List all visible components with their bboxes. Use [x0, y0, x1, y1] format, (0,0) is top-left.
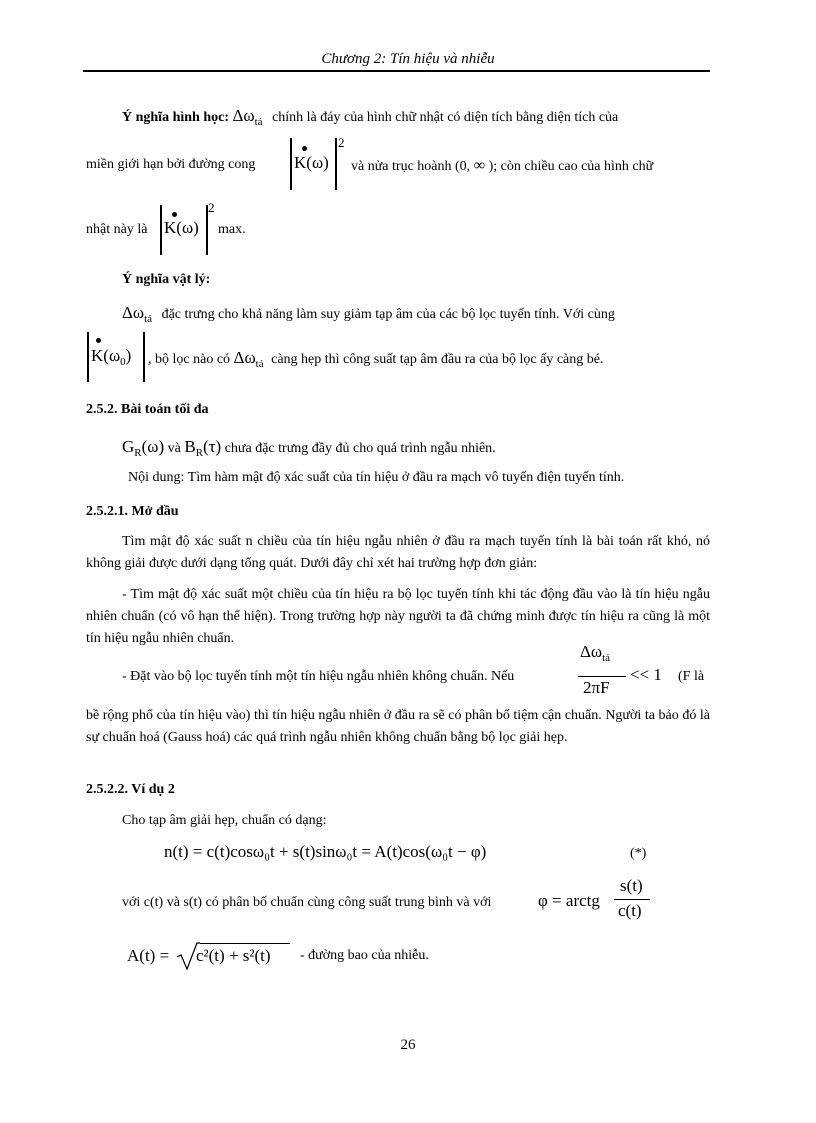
frac-denominator: 2πF — [583, 678, 610, 697]
B-R-tau: $B_R(\tau)$ — [184, 437, 222, 459]
phi-frac-line — [614, 899, 650, 900]
abs-bar-left-3 — [87, 332, 89, 382]
phi-equals-arctg: φ = arctg — [538, 891, 600, 910]
dot-accent-3 — [96, 338, 101, 343]
radical-overline — [200, 943, 290, 944]
A-t-description: - đường bao của nhiễu. — [300, 948, 429, 963]
frac-numerator: $\Delta\omega_{tả}$ — [580, 642, 611, 664]
section-252-line1: $G_R(\omega)$ và $B_R(\tau)$ chưa đặc trưng đầy đủ cho quá trình ngẫu nhiên. — [122, 437, 496, 459]
section-2521-p1: Tìm mật độ xác suất n chiều của tín hiệu ngẫu nhiên ở đầu ra mạch tuyến tính là bài toán rất khó, nó không giải được dưới dạng tổng quát. Dưới đây chỉ xét hai trường hợp đơn giản: — [86, 534, 710, 571]
A-t-radicand: c²(t) + s²(t) — [196, 946, 271, 965]
section-2521-p3-b: (F là — [678, 669, 705, 684]
page-number: 26 — [400, 1037, 416, 1053]
infinity-symbol: ∞ — [473, 157, 486, 174]
phys-meaning-label: Ý nghĩa vật lý: — [122, 272, 211, 287]
K-omega: K(ω) — [294, 153, 329, 172]
phys-line2: , bộ lọc nào có $\Delta\omega_{tả}$ càng hẹp thì công suất tạp âm đầu ra của bộ lọc ấy càng bé. — [148, 348, 604, 370]
equation-n-t: n(t) = c(t)cosω₀t + s(t)sinω₀t = A(t)cos(ω₀t − φ) — [164, 842, 487, 861]
frac-line — [578, 676, 626, 677]
section-2521-p3-a: - Đặt vào bộ lọc tuyến tính một tín hiệu ngẫu nhiên không chuẩn. Nếu — [122, 669, 515, 684]
delta-omega-phys-2: $\Delta\omega_{tả}$ — [233, 348, 264, 370]
abs-bar-right-3 — [143, 332, 145, 382]
geom-meaning-label: Ý nghĩa hình học: — [122, 110, 229, 125]
geom-line3-b: max. — [218, 222, 246, 237]
equation-tag: (*) — [630, 846, 647, 861]
geom-line2-a: miền giới hạn bởi đường cong — [86, 157, 256, 172]
delta-omega: $\Delta\omega_{tả}$ — [232, 106, 263, 128]
dot-accent — [302, 146, 307, 151]
section-252-heading: 2.5.2. Bài toán tối đa — [86, 402, 209, 417]
section-2521-heading: 2.5.2.1. Mở đầu — [86, 504, 179, 519]
geom-meaning-line1 — [122, 106, 618, 126]
geom-line3-a: nhật này là — [86, 222, 148, 237]
phi-denominator: c(t) — [618, 901, 642, 920]
geom-line2-b: và nửa trục hoành (0, ∞ ); còn chiều cao của hình chữ — [351, 157, 654, 174]
abs-bar-left — [290, 138, 292, 190]
section-2521-p2: - Tìm mật độ xác suất một chiều của tín hiệu ra bộ lọc tuyến tính khi tác động đầu vào là tín hiệu ngẫu nhiên chuẩn (có vô hạn thể hiện). Trong trường hợp này người ta đã chứng minh được tín hiệu ra cũng là một tín hiệu ngẫu nhiên chuẩn. — [86, 587, 710, 646]
abs-bar-right — [335, 138, 337, 190]
section-2522-heading: 2.5.2.2. Ví dụ 2 — [86, 782, 175, 797]
section-2522-intro: Cho tạp âm giải hẹp, chuẩn có dạng: — [122, 813, 327, 828]
geom-text1: chính là đáy của hình chữ nhật có diện tích bằng diện tích của — [272, 110, 619, 125]
exponent-2: 2 — [338, 135, 345, 150]
phys-line1: $\Delta\omega_{tả}$ đặc trưng cho khả năng làm suy giảm tạp âm của các bộ lọc tuyến tính. Với cùng — [122, 303, 615, 325]
page-header-title: Chương 2: Tín hiệu và nhiễu — [321, 51, 495, 67]
dot-accent-2 — [172, 212, 177, 217]
K-omega0: $K(\omega_0)$ — [91, 346, 132, 368]
A-t-lhs: A(t) = — [127, 946, 170, 965]
delta-omega-phys: $\Delta\omega_{tả}$ — [122, 303, 153, 325]
G-R-omega: $G_R(\omega)$ — [122, 437, 165, 459]
section-2522-with-line: với c(t) và s(t) có phân bố chuẩn cùng công suất trung bình và với — [122, 895, 492, 910]
section-2521-p3-c: bề rộng phổ của tín hiệu vào) thì tín hiệu ngẫu nhiên ở đầu ra sẽ có phân bố tiệm cận chuẩn. Người ta bảo đó là sự chuẩn hoá (Gauss hoá) các quá trình ngẫu nhiên không chuẩn bằng bộ lọc giải hẹp. — [86, 708, 710, 745]
K-omega-2: K(ω) — [164, 218, 199, 237]
exponent-2b: 2 — [208, 200, 215, 215]
abs-bar-left-2 — [160, 205, 162, 255]
section-252-content: Nội dung: Tìm hàm mật độ xác suất của tín hiệu ở đầu ra mạch vô tuyến điện tuyến tính. — [128, 470, 625, 485]
less-less-one: << 1 — [630, 665, 662, 684]
header-rule — [83, 70, 710, 72]
phi-numerator: s(t) — [620, 876, 643, 895]
